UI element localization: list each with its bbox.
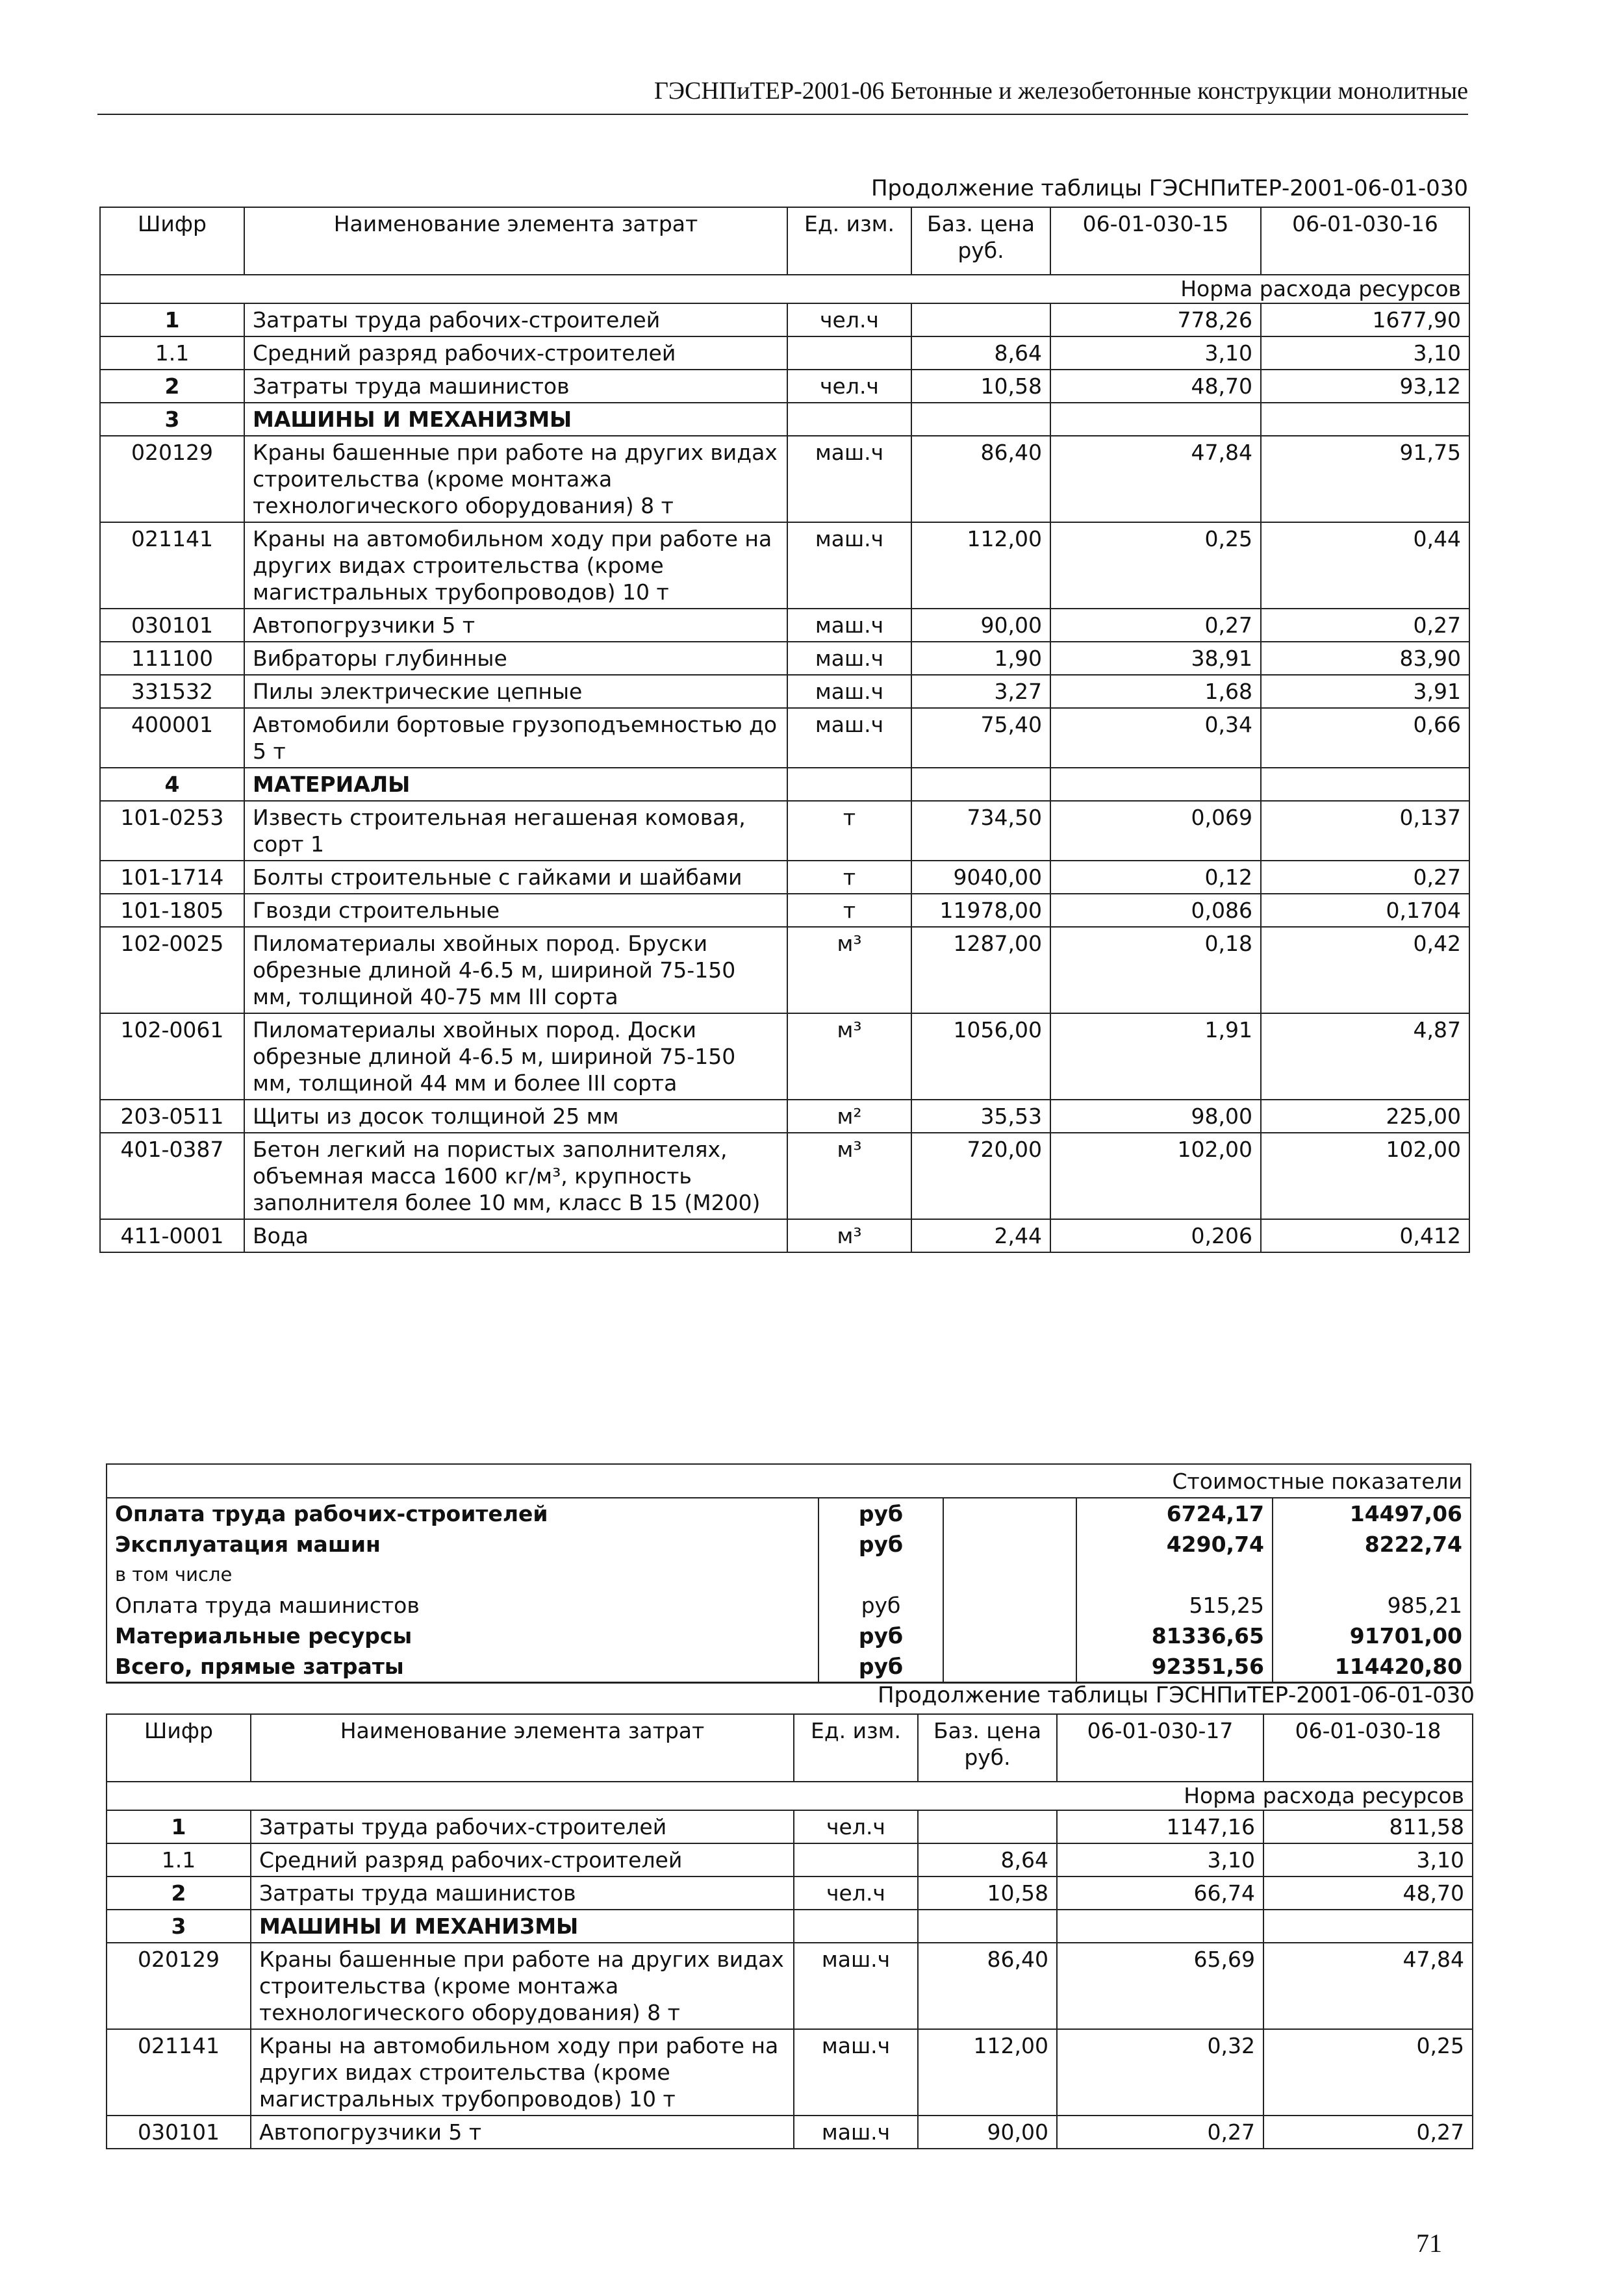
summary-value-a: 6724,17 bbox=[1076, 1498, 1273, 1529]
table-2-body bbox=[107, 1810, 1473, 2149]
summary-value-b: 14497,06 bbox=[1273, 1498, 1471, 1529]
summary-value-a: 4290,74 bbox=[1076, 1529, 1273, 1560]
summary-label: Всего, прямые затраты bbox=[107, 1651, 818, 1683]
table-row bbox=[100, 1133, 1469, 1219]
table-row bbox=[107, 1910, 1473, 1943]
cell-code: 021141 bbox=[107, 2029, 251, 2116]
summary-unit bbox=[818, 1560, 943, 1590]
cell-code: 401-0387 bbox=[100, 1133, 244, 1219]
cell-unit: м³ bbox=[787, 1133, 911, 1219]
cell-norm-a: 0,32 bbox=[1057, 2029, 1263, 2116]
cell-norm-b: 811,58 bbox=[1263, 1810, 1473, 1843]
cell-code: 021141 bbox=[100, 522, 244, 609]
cell-unit: маш.ч bbox=[787, 522, 911, 609]
cell-unit: маш.ч bbox=[794, 2029, 918, 2116]
table-row bbox=[107, 2116, 1473, 2149]
cell-price: 10,58 bbox=[918, 1876, 1057, 1910]
summary-label: Материальные ресурсы bbox=[107, 1621, 818, 1651]
cell-price: 35,53 bbox=[911, 1100, 1050, 1133]
cell-norm-a: 65,69 bbox=[1057, 1943, 1263, 2029]
cell-price bbox=[918, 1910, 1057, 1943]
cell-unit: чел.ч bbox=[787, 303, 911, 336]
table-row bbox=[100, 609, 1469, 642]
cell-price: 3,27 bbox=[911, 675, 1050, 708]
cell-norm-a: 0,27 bbox=[1057, 2116, 1263, 2149]
col-header-price: Баз. цена руб. bbox=[918, 1714, 1057, 1782]
cell-price bbox=[911, 303, 1050, 336]
cell-unit: маш.ч bbox=[787, 609, 911, 642]
summary-value-b: 91701,00 bbox=[1273, 1621, 1471, 1651]
cell-unit: т bbox=[787, 894, 911, 927]
cell-code: 1 bbox=[107, 1810, 251, 1843]
cell-price: 75,40 bbox=[911, 708, 1050, 768]
cell-price: 112,00 bbox=[911, 522, 1050, 609]
table-row bbox=[100, 436, 1469, 522]
cell-code: 1 bbox=[100, 303, 244, 336]
cell-unit bbox=[787, 403, 911, 436]
cell-norm-a: 0,18 bbox=[1050, 927, 1261, 1013]
cell-price: 86,40 bbox=[918, 1943, 1057, 2029]
cell-name: МАТЕРИАЛЫ bbox=[244, 768, 787, 801]
cell-code: 101-1805 bbox=[100, 894, 244, 927]
summary-label: Оплата труда машинистов bbox=[107, 1590, 818, 1621]
cell-norm-a: 3,10 bbox=[1050, 336, 1261, 370]
col-header-code-17: 06-01-030-17 bbox=[1057, 1714, 1263, 1782]
table-1-summary bbox=[106, 1463, 1471, 1684]
cell-unit: чел.ч bbox=[787, 370, 911, 403]
cell-norm-b: 91,75 bbox=[1261, 436, 1469, 522]
summary-value-b: 985,21 bbox=[1273, 1590, 1471, 1621]
cell-code: 3 bbox=[107, 1910, 251, 1943]
summary-label: в том числе bbox=[107, 1560, 818, 1590]
cell-norm-b: 0,42 bbox=[1261, 927, 1469, 1013]
cell-norm-a: 0,25 bbox=[1050, 522, 1261, 609]
cell-unit bbox=[787, 768, 911, 801]
cell-name: Вибраторы глубинные bbox=[244, 642, 787, 675]
table-row bbox=[100, 336, 1469, 370]
cell-norm-a: 0,27 bbox=[1050, 609, 1261, 642]
cell-unit bbox=[794, 1843, 918, 1876]
summary-value-a bbox=[1076, 1560, 1273, 1590]
table-row bbox=[100, 303, 1469, 336]
summary-label: Эксплуатация машин bbox=[107, 1529, 818, 1560]
cell-name: Автопогрузчики 5 т bbox=[244, 609, 787, 642]
cell-name: Щиты из досок толщиной 25 мм bbox=[244, 1100, 787, 1133]
cell-price: 9040,00 bbox=[911, 861, 1050, 894]
cell-norm-b: 1677,90 bbox=[1261, 303, 1469, 336]
cell-norm-b: 3,91 bbox=[1261, 675, 1469, 708]
table-row bbox=[107, 1810, 1473, 1843]
cell-norm-a: 48,70 bbox=[1050, 370, 1261, 403]
cell-unit: маш.ч bbox=[794, 2116, 918, 2149]
cell-unit: м³ bbox=[787, 1013, 911, 1100]
cell-norm-b: 3,10 bbox=[1261, 336, 1469, 370]
table-row bbox=[100, 927, 1469, 1013]
cell-name: Краны башенные при работе на других видах строительства (кроме монтажа технологического оборудования) 8 т bbox=[251, 1943, 794, 2029]
summary-unit: руб bbox=[818, 1621, 943, 1651]
page-number: 71 bbox=[1416, 2229, 1442, 2258]
summary-row bbox=[107, 1498, 1471, 1529]
cell-name: Пилы электрические цепные bbox=[244, 675, 787, 708]
cell-unit: т bbox=[787, 801, 911, 861]
cell-name: Затраты труда рабочих-строителей bbox=[251, 1810, 794, 1843]
table-2-caption: Продолжение таблицы ГЭСНПиТЕР-2001-06-01-030 bbox=[877, 1682, 1475, 1708]
cell-code: 111100 bbox=[100, 642, 244, 675]
cell-unit: м² bbox=[787, 1100, 911, 1133]
summary-value-a: 81336,65 bbox=[1076, 1621, 1273, 1651]
cell-code: 102-0025 bbox=[100, 927, 244, 1013]
cell-norm-a: 47,84 bbox=[1050, 436, 1261, 522]
cell-norm-b: 0,137 bbox=[1261, 801, 1469, 861]
table-row bbox=[100, 768, 1469, 801]
cell-norm-b bbox=[1261, 403, 1469, 436]
cell-norm-b: 0,27 bbox=[1263, 2116, 1473, 2149]
table-row bbox=[100, 370, 1469, 403]
cell-price: 720,00 bbox=[911, 1133, 1050, 1219]
summary-value-b: 8222,74 bbox=[1273, 1529, 1471, 1560]
cell-name: Затраты труда машинистов bbox=[244, 370, 787, 403]
cell-code: 020129 bbox=[100, 436, 244, 522]
cell-norm-b: 93,12 bbox=[1261, 370, 1469, 403]
table-row bbox=[100, 642, 1469, 675]
col-header-price: Баз. цена руб. bbox=[911, 207, 1050, 275]
table-2 bbox=[106, 1713, 1473, 2149]
summary-value-b: 114420,80 bbox=[1273, 1651, 1471, 1683]
cell-norm-b: 47,84 bbox=[1263, 1943, 1473, 2029]
col-header-code-18: 06-01-030-18 bbox=[1263, 1714, 1473, 1782]
cell-code: 411-0001 bbox=[100, 1219, 244, 1252]
cell-code: 1.1 bbox=[107, 1843, 251, 1876]
cell-name: Автомобили бортовые грузоподъемностью до 5 т bbox=[244, 708, 787, 768]
cell-code: 331532 bbox=[100, 675, 244, 708]
cell-unit: маш.ч bbox=[787, 642, 911, 675]
summary-label: Оплата труда рабочих-строителей bbox=[107, 1498, 818, 1529]
cell-norm-b: 0,25 bbox=[1263, 2029, 1473, 2116]
cell-code: 1.1 bbox=[100, 336, 244, 370]
cell-name: Пиломатериалы хвойных пород. Доски обрезные длиной 4-6.5 м, шириной 75-150 мм, толщиной 44 мм и более III сорта bbox=[244, 1013, 787, 1100]
cell-unit: т bbox=[787, 861, 911, 894]
table-row bbox=[100, 522, 1469, 609]
cell-code: 4 bbox=[100, 768, 244, 801]
cell-code: 203-0511 bbox=[100, 1100, 244, 1133]
cell-price bbox=[911, 768, 1050, 801]
cell-norm-a: 98,00 bbox=[1050, 1100, 1261, 1133]
cell-norm-a bbox=[1050, 403, 1261, 436]
cell-price: 10,58 bbox=[911, 370, 1050, 403]
cell-norm-b bbox=[1263, 1910, 1473, 1943]
cell-name: Краны на автомобильном ходу при работе на других видах строительства (кроме магистральных трубопроводов) 10 т bbox=[244, 522, 787, 609]
cell-name: Автопогрузчики 5 т bbox=[251, 2116, 794, 2149]
col-header-unit: Ед. изм. bbox=[787, 207, 911, 275]
table-2-header-row bbox=[107, 1714, 1473, 1782]
cell-price: 1287,00 bbox=[911, 927, 1050, 1013]
table-row bbox=[107, 1843, 1473, 1876]
cell-unit: маш.ч bbox=[794, 1943, 918, 2029]
cell-code: 2 bbox=[107, 1876, 251, 1910]
summary-row bbox=[107, 1529, 1471, 1560]
cell-norm-a: 0,12 bbox=[1050, 861, 1261, 894]
cell-name: МАШИНЫ И МЕХАНИЗМЫ bbox=[251, 1910, 794, 1943]
summary-row bbox=[107, 1590, 1471, 1621]
summary-value-a: 515,25 bbox=[1076, 1590, 1273, 1621]
cell-name: Гвозди строительные bbox=[244, 894, 787, 927]
cell-name: Пиломатериалы хвойных пород. Бруски обрезные длиной 4-6.5 м, шириной 75-150 мм, толщиной 40-75 мм III сорта bbox=[244, 927, 787, 1013]
cell-unit: маш.ч bbox=[787, 675, 911, 708]
cell-price: 90,00 bbox=[911, 609, 1050, 642]
cell-code: 102-0061 bbox=[100, 1013, 244, 1100]
summary-row bbox=[107, 1560, 1471, 1590]
cell-price: 1056,00 bbox=[911, 1013, 1050, 1100]
cell-unit bbox=[787, 336, 911, 370]
summary-price bbox=[943, 1498, 1076, 1529]
cell-norm-a: 0,34 bbox=[1050, 708, 1261, 768]
cell-unit: чел.ч bbox=[794, 1876, 918, 1910]
table-1 bbox=[99, 207, 1470, 1253]
cell-norm-a: 1147,16 bbox=[1057, 1810, 1263, 1843]
cell-norm-a: 102,00 bbox=[1050, 1133, 1261, 1219]
col-header-code-15: 06-01-030-15 bbox=[1050, 207, 1261, 275]
cell-norm-a: 0,069 bbox=[1050, 801, 1261, 861]
table-row bbox=[100, 675, 1469, 708]
cell-code: 400001 bbox=[100, 708, 244, 768]
cell-code: 2 bbox=[100, 370, 244, 403]
cost-section-row bbox=[107, 1464, 1471, 1498]
cell-norm-b: 0,44 bbox=[1261, 522, 1469, 609]
cell-name: Средний разряд рабочих-строителей bbox=[251, 1843, 794, 1876]
table-1-header-row bbox=[100, 207, 1469, 275]
summary-row bbox=[107, 1651, 1471, 1683]
table-row bbox=[100, 403, 1469, 436]
cell-code: 101-1714 bbox=[100, 861, 244, 894]
summary-price bbox=[943, 1651, 1076, 1683]
cell-unit: маш.ч bbox=[787, 436, 911, 522]
cell-price: 112,00 bbox=[918, 2029, 1057, 2116]
cell-code: 030101 bbox=[107, 2116, 251, 2149]
cell-unit bbox=[794, 1910, 918, 1943]
table-row bbox=[100, 1013, 1469, 1100]
cell-norm-a: 778,26 bbox=[1050, 303, 1261, 336]
cell-norm-b: 102,00 bbox=[1261, 1133, 1469, 1219]
cell-norm-a: 66,74 bbox=[1057, 1876, 1263, 1910]
cell-name: Краны башенные при работе на других видах строительства (кроме монтажа технологического оборудования) 8 т bbox=[244, 436, 787, 522]
cell-norm-a: 3,10 bbox=[1057, 1843, 1263, 1876]
cell-unit: м³ bbox=[787, 1219, 911, 1252]
cell-unit: чел.ч bbox=[794, 1810, 918, 1843]
cell-norm-a bbox=[1057, 1910, 1263, 1943]
cell-norm-b: 0,27 bbox=[1261, 861, 1469, 894]
summary-value-a: 92351,56 bbox=[1076, 1651, 1273, 1683]
table-row bbox=[100, 1100, 1469, 1133]
cell-price bbox=[918, 1810, 1057, 1843]
norm-section-label: Норма расхода ресурсов bbox=[100, 275, 1469, 303]
cell-price: 2,44 bbox=[911, 1219, 1050, 1252]
cell-norm-a: 38,91 bbox=[1050, 642, 1261, 675]
cell-norm-a: 0,206 bbox=[1050, 1219, 1261, 1252]
cell-norm-b: 48,70 bbox=[1263, 1876, 1473, 1910]
cell-price: 90,00 bbox=[918, 2116, 1057, 2149]
cell-norm-b: 0,27 bbox=[1261, 609, 1469, 642]
cell-norm-a: 1,68 bbox=[1050, 675, 1261, 708]
summary-price bbox=[943, 1590, 1076, 1621]
cell-norm-b: 3,10 bbox=[1263, 1843, 1473, 1876]
summary-unit: руб bbox=[818, 1529, 943, 1560]
cell-norm-b: 0,66 bbox=[1261, 708, 1469, 768]
cell-price: 86,40 bbox=[911, 436, 1050, 522]
cell-price: 1,90 bbox=[911, 642, 1050, 675]
cell-name: Болты строительные с гайками и шайбами bbox=[244, 861, 787, 894]
cell-code: 020129 bbox=[107, 1943, 251, 2029]
col-header-code: Шифр bbox=[107, 1714, 251, 1782]
summary-price bbox=[943, 1560, 1076, 1590]
cell-name: Бетон легкий на пористых заполнителях, объемная масса 1600 кг/м³, крупность заполнителя более 10 мм, класс В 15 (М200) bbox=[244, 1133, 787, 1219]
summary-price bbox=[943, 1621, 1076, 1651]
cell-norm-b bbox=[1261, 768, 1469, 801]
col-header-name: Наименование элемента затрат bbox=[251, 1714, 794, 1782]
cell-name: Затраты труда рабочих-строителей bbox=[244, 303, 787, 336]
table-1-caption: Продолжение таблицы ГЭСНПиТЕР-2001-06-01-030 bbox=[870, 175, 1468, 201]
table-row bbox=[107, 1876, 1473, 1910]
table-row bbox=[100, 708, 1469, 768]
cell-name: Известь строительная негашеная комовая, сорт 1 bbox=[244, 801, 787, 861]
norm-section-row bbox=[100, 275, 1469, 303]
norm-section-row bbox=[107, 1782, 1473, 1810]
summary-unit: руб bbox=[818, 1498, 943, 1529]
cell-price: 8,64 bbox=[918, 1843, 1057, 1876]
col-header-name: Наименование элемента затрат bbox=[244, 207, 787, 275]
norm-section-label: Норма расхода ресурсов bbox=[107, 1782, 1473, 1810]
col-header-code: Шифр bbox=[100, 207, 244, 275]
cell-code: 3 bbox=[100, 403, 244, 436]
header-rule bbox=[97, 114, 1468, 115]
cell-price: 11978,00 bbox=[911, 894, 1050, 927]
summary-price bbox=[943, 1529, 1076, 1560]
cell-norm-b: 83,90 bbox=[1261, 642, 1469, 675]
cell-name: Вода bbox=[244, 1219, 787, 1252]
cell-norm-b: 0,412 bbox=[1261, 1219, 1469, 1252]
table-row bbox=[107, 2029, 1473, 2116]
summary-body bbox=[107, 1498, 1471, 1683]
cell-norm-b: 4,87 bbox=[1261, 1013, 1469, 1100]
col-header-unit: Ед. изм. bbox=[794, 1714, 918, 1782]
summary-unit: руб bbox=[818, 1651, 943, 1683]
cell-code: 030101 bbox=[100, 609, 244, 642]
cell-norm-b: 0,1704 bbox=[1261, 894, 1469, 927]
summary-unit: руб bbox=[818, 1590, 943, 1621]
running-header: ГЭСНПиТЕР-2001-06 Бетонные и железобетонные конструкции монолитные bbox=[653, 77, 1468, 105]
cell-unit: м³ bbox=[787, 927, 911, 1013]
cell-price bbox=[911, 403, 1050, 436]
cell-name: Краны на автомобильном ходу при работе на других видах строительства (кроме магистральных трубопроводов) 10 т bbox=[251, 2029, 794, 2116]
cost-section-label: Стоимостные показатели bbox=[107, 1464, 1471, 1498]
table-row bbox=[100, 894, 1469, 927]
summary-value-b bbox=[1273, 1560, 1471, 1590]
table-row bbox=[100, 861, 1469, 894]
cell-price: 8,64 bbox=[911, 336, 1050, 370]
table-row bbox=[100, 1219, 1469, 1252]
cell-code: 101-0253 bbox=[100, 801, 244, 861]
cell-price: 734,50 bbox=[911, 801, 1050, 861]
cell-norm-b: 225,00 bbox=[1261, 1100, 1469, 1133]
table-1-body bbox=[100, 303, 1469, 1252]
cell-name: МАШИНЫ И МЕХАНИЗМЫ bbox=[244, 403, 787, 436]
table-row bbox=[100, 801, 1469, 861]
cell-norm-a bbox=[1050, 768, 1261, 801]
table-row bbox=[107, 1943, 1473, 2029]
summary-row bbox=[107, 1621, 1471, 1651]
cell-norm-a: 1,91 bbox=[1050, 1013, 1261, 1100]
col-header-code-16: 06-01-030-16 bbox=[1261, 207, 1469, 275]
cell-name: Средний разряд рабочих-строителей bbox=[244, 336, 787, 370]
cell-name: Затраты труда машинистов bbox=[251, 1876, 794, 1910]
cell-norm-a: 0,086 bbox=[1050, 894, 1261, 927]
cell-unit: маш.ч bbox=[787, 708, 911, 768]
